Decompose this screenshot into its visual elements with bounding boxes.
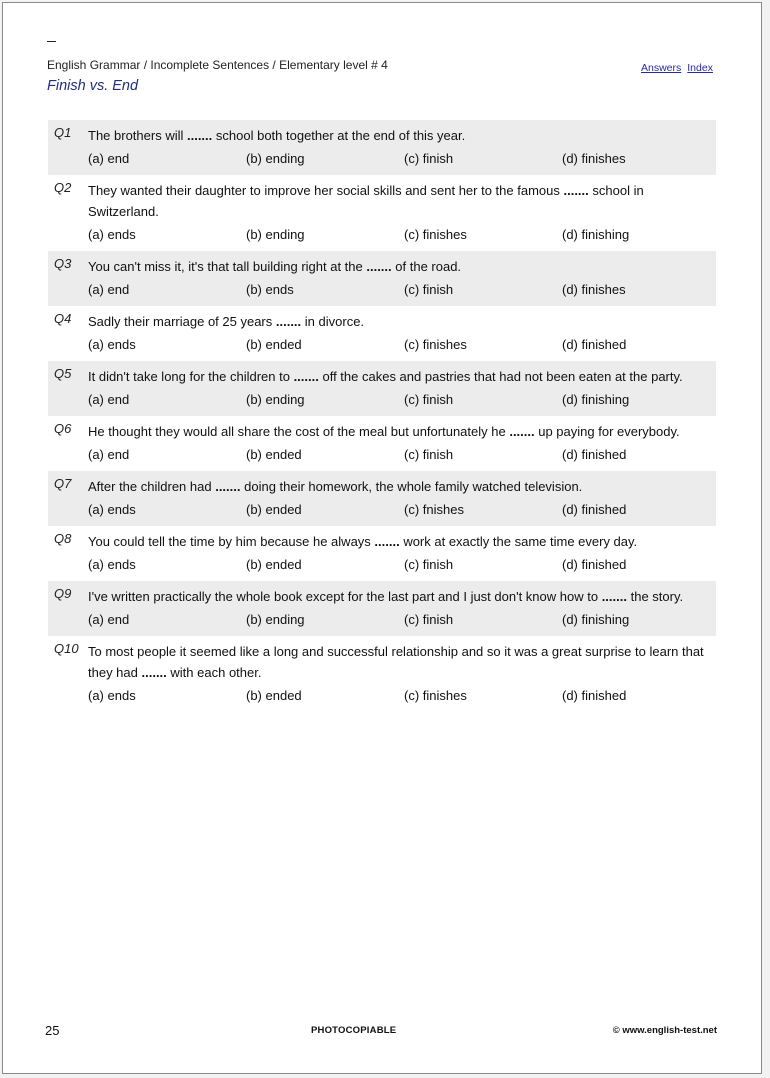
question-number: Q6: [54, 421, 72, 436]
answer-options: [88, 445, 716, 465]
answer-options: [88, 335, 716, 355]
question-item: [48, 526, 716, 581]
option-c[interactable]: (c) finishes: [404, 688, 467, 703]
answers-link[interactable]: Answers: [641, 62, 682, 74]
option-b[interactable]: (b) ends: [246, 282, 294, 297]
option-b[interactable]: (b) ending: [246, 392, 305, 407]
series-title: English Grammar / Incomplete Sentences / Elementary level # 4: [47, 58, 388, 72]
question-item: [48, 636, 716, 712]
question-item: [48, 416, 716, 471]
blank-gap: .......: [601, 589, 627, 604]
blank-gap: .......: [509, 424, 535, 439]
option-c[interactable]: (c) finish: [404, 557, 454, 572]
question-item: [48, 471, 716, 526]
option-b[interactable]: (b) ended: [246, 337, 302, 352]
option-a[interactable]: (a) ends: [88, 337, 136, 352]
option-b[interactable]: (b) ended: [246, 502, 302, 517]
blank-gap: .......: [366, 259, 392, 274]
question-text: It didn't take long for the children to ....... off the cakes and pastries that had not been eaten at the party.: [88, 369, 683, 384]
option-c[interactable]: (c) finish: [404, 392, 454, 407]
question-text: He thought they would all share the cost of the meal but unfortunately he ....... up paying for everybody.: [88, 424, 680, 439]
option-a[interactable]: (a) end: [88, 151, 130, 166]
option-d[interactable]: (d) finishing: [562, 392, 630, 407]
option-d[interactable]: (d) finished: [562, 557, 627, 572]
option-c[interactable]: (c) finish: [404, 282, 454, 297]
option-b[interactable]: (b) ended: [246, 557, 302, 572]
question-number: Q7: [54, 476, 72, 491]
option-a[interactable]: (a) end: [88, 447, 130, 462]
option-c[interactable]: (c) finishes: [404, 337, 467, 352]
answer-options: [88, 225, 716, 245]
option-b[interactable]: (b) ended: [246, 688, 302, 703]
option-d[interactable]: (d) finishes: [562, 151, 626, 166]
question-item: [48, 306, 716, 361]
question-text: After the children had ....... doing their homework, the whole family watched television.: [88, 479, 583, 494]
option-c[interactable]: (c) finish: [404, 612, 454, 627]
question-text: Sadly their marriage of 25 years ....... in divorce.: [88, 314, 365, 329]
worksheet-page: [2, 2, 762, 1074]
question-list: [48, 120, 716, 712]
option-c[interactable]: (c) fnishes: [404, 502, 464, 517]
option-a[interactable]: (a) ends: [88, 688, 136, 703]
question-item: [48, 361, 716, 416]
answer-options: [88, 390, 716, 410]
blank-gap: .......: [293, 369, 319, 384]
option-a[interactable]: (a) end: [88, 612, 130, 627]
page-title: Finish vs. End: [47, 78, 139, 94]
blank-gap: .......: [563, 183, 589, 198]
question-number: Q1: [54, 125, 72, 140]
question-item: [48, 251, 716, 306]
answer-options: [88, 610, 716, 630]
header-dash: [47, 41, 56, 42]
index-link[interactable]: Index: [687, 62, 713, 74]
question-text: You can't miss it, it's that tall building right at the ....... of the road.: [88, 259, 462, 274]
question-number: Q5: [54, 366, 72, 381]
blank-gap: .......: [275, 314, 302, 329]
question-item: [48, 175, 716, 251]
question-text: They wanted their daughter to improve her social skills and sent her to the famous ....... school in Switzerland.: [88, 183, 644, 219]
blank-gap: .......: [374, 534, 400, 549]
blank-gap: .......: [141, 665, 167, 680]
question-number: Q8: [54, 531, 72, 546]
answer-options: [88, 686, 716, 706]
question-text: You could tell the time by him because he always ....... work at exactly the same time every day.: [88, 534, 638, 549]
photocopiable-label: PHOTOCOPIABLE: [311, 1025, 397, 1036]
option-b[interactable]: (b) ended: [246, 447, 302, 462]
option-d[interactable]: (d) finishing: [562, 227, 630, 242]
option-a[interactable]: (a) end: [88, 282, 130, 297]
question-number: Q4: [54, 311, 72, 326]
question-text: I've written practically the whole book except for the last part and I just don't know how to ....... the story.: [88, 589, 684, 604]
answer-options: [88, 280, 716, 300]
question-text: To most people it seemed like a long and successful relationship and so it was a great surprise to learn that they had ....... with each other.: [88, 644, 704, 680]
option-d[interactable]: (d) finishing: [562, 612, 630, 627]
blank-gap: .......: [215, 479, 241, 494]
option-d[interactable]: (d) finished: [562, 337, 627, 352]
option-d[interactable]: (d) finished: [562, 447, 627, 462]
option-b[interactable]: (b) ending: [246, 151, 305, 166]
question-number: Q2: [54, 180, 72, 195]
question-item: [48, 120, 716, 175]
question-number: Q10: [54, 641, 79, 656]
answer-options: [88, 555, 716, 575]
option-c[interactable]: (c) finish: [404, 447, 454, 462]
option-c[interactable]: (c) finish: [404, 151, 454, 166]
question-item: [48, 581, 716, 636]
option-d[interactable]: (d) finishes: [562, 282, 626, 297]
option-a[interactable]: (a) end: [88, 392, 130, 407]
option-b[interactable]: (b) ending: [246, 612, 305, 627]
page-number: 25: [45, 1023, 60, 1038]
option-a[interactable]: (a) ends: [88, 502, 136, 517]
copyright-text: © www.english-test.net: [612, 1025, 717, 1036]
option-d[interactable]: (d) finished: [562, 502, 627, 517]
option-b[interactable]: (b) ending: [246, 227, 305, 242]
option-a[interactable]: (a) ends: [88, 227, 136, 242]
option-d[interactable]: (d) finished: [562, 688, 627, 703]
question-text: The brothers will ....... school both together at the end of this year.: [88, 128, 466, 143]
answer-options: [88, 149, 716, 169]
question-number: Q3: [54, 256, 72, 271]
option-a[interactable]: (a) ends: [88, 557, 136, 572]
question-number: Q9: [54, 586, 72, 601]
top-links: [641, 62, 719, 74]
answer-options: [88, 500, 716, 520]
option-c[interactable]: (c) finishes: [404, 227, 467, 242]
blank-gap: .......: [186, 128, 213, 143]
